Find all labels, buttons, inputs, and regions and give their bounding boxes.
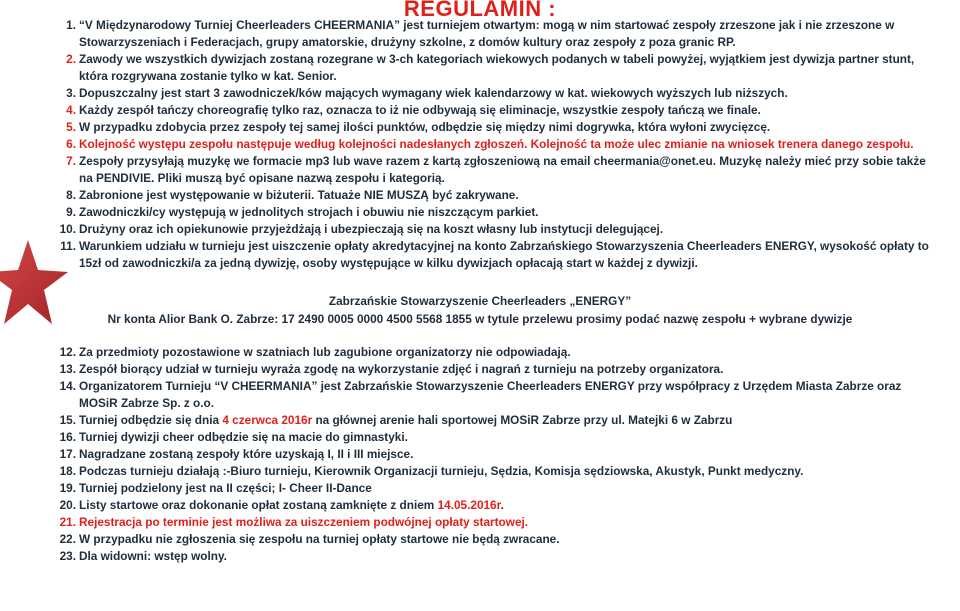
rule-number: 3. [66, 86, 76, 100]
rule-item [50, 463, 930, 480]
rule-text: Turniej podzielony jest na II części; I- Cheer II-Dance [79, 481, 372, 495]
rule-text-start: Listy startowe oraz dokonanie opłat zostaną zamknięte z dniem [79, 498, 438, 512]
rule-text: Drużyny oraz ich opiekunowie przyjeżdżają i ubezpieczają się na koszt własny lub instytucji delegującej. [79, 222, 664, 236]
rule-item [50, 531, 930, 548]
rule-item [50, 119, 930, 136]
rule-number: 8. [66, 188, 76, 202]
rule-item [50, 17, 930, 51]
rule-number: 22. [59, 532, 76, 546]
rule-number: 16. [59, 430, 76, 444]
rule-item [50, 136, 930, 153]
rule-item [50, 514, 930, 531]
rule-number: 1. [66, 18, 76, 32]
rule-text: Dla widowni: wstęp wolny. [79, 549, 227, 563]
rule-text: Za przedmioty pozostawione w szatniach lub zagubione organizatorzy nie odpowiadają. [79, 345, 571, 359]
rule-item [50, 429, 930, 446]
rule-item [50, 153, 930, 187]
rule-number: 20. [59, 498, 76, 512]
rule-text: Podczas turnieju działają :-Biuro turnieju, Kierownik Organizacji turnieju, Sędzia, Komisja sędziowska, Akustyk, Punkt medyczny. [79, 464, 804, 478]
rule-number: 13. [59, 362, 76, 376]
rule-number: 18. [59, 464, 76, 478]
rule-item [50, 238, 930, 272]
rule-text-end: na głównej arenie hali sportowej MOSiR Zabrze przy ul. Matejki 6 w Zabrzu [312, 413, 733, 427]
rule-text: W przypadku nie zgłoszenia się zespołu na turniej opłaty startowe nie będą zwracane. [79, 532, 560, 546]
rule-text: Kolejność występu zespołu następuje według kolejności nadesłanych zgłoszeń. Kolejność ta może ulec zmianie na wniosek trenera danego zespołu. [79, 137, 914, 151]
deadline-date: 14.05.2016r [437, 498, 501, 512]
rule-number: 17. [59, 447, 76, 461]
rule-text: Zawodniczki/cy występują w jednolitych strojach i obuwiu nie niszczącym parkiet. [79, 205, 539, 219]
rule-text: Dopuszczalny jest start 3 zawodniczek/ków mających wymagany wiek kalendarzowy w kat. wiekowych wyższych lub niższych. [79, 86, 788, 100]
rule-item [50, 51, 930, 85]
rule-item [50, 187, 930, 204]
rule-text: Zabronione jest występowanie w biżuterii. Tatuaże NIE MUSZĄ być zakrywane. [79, 188, 519, 202]
rule-item [50, 480, 930, 497]
page-title: REGULAMIN : [403, 0, 557, 21]
rule-number: 2. [66, 52, 76, 66]
rule-number: 21. [59, 515, 76, 529]
rule-item [50, 361, 930, 378]
rule-item [50, 446, 930, 463]
rule-number: 12. [59, 345, 76, 359]
rules-list-part2 [50, 344, 930, 565]
rule-item [50, 204, 930, 221]
rule-item [50, 548, 930, 565]
rule-text-end: . [500, 498, 504, 512]
rule-number: 6. [66, 137, 76, 151]
rule-text: Rejestracja po terminie jest możliwa za uiszczeniem podwójnej opłaty startowej. [79, 515, 529, 529]
rule-text: Każdy zespół tańczy choreografię tylko raz, oznacza to iż nie odbywają się eliminacje, wszystkie zespoły tańczą we finale. [79, 103, 761, 117]
rule-text: W przypadku zdobycia przez zespoły tej samej ilości punktów, odbędzie się między nimi dogrywka, która wyłoni zwycięzcę. [79, 120, 771, 134]
event-date: 4 czerwca 2016r [222, 413, 313, 427]
rule-text: Nagradzane zostaną zespoły które uzyskają I, II i III miejsce. [79, 447, 414, 461]
rule-number: 14. [59, 379, 76, 393]
rule-number: 19. [59, 481, 76, 495]
rules-list-part1 [50, 17, 930, 272]
rule-item [50, 412, 930, 429]
rule-item [50, 102, 930, 119]
rule-number: 11. [60, 239, 76, 253]
rule-item [50, 85, 930, 102]
organization-name: Zabrzańskie Stowarzyszenie Cheerleaders „ENERGY” [328, 294, 632, 308]
rule-text: Zawody we wszystkich dywizjach zostaną rozegrane w 3-ch kategoriach wiekowych podanych w tabeli powyżej, wyjątkiem jest dywizja partner stunt, która rozgrywana zostanie tylko w kat. Senior. [79, 52, 915, 83]
rule-number: 15. [59, 413, 76, 427]
rule-number: 10. [59, 222, 76, 236]
rule-item [50, 497, 930, 514]
rule-text: “V Międzynarodowy Turniej Cheerleaders CHEERMANIA” jest turniejem otwartym: mogą w nim startować zespoły zrzeszone jak i nie zrzeszone w Stowarzyszeniach i Federacjach, grupy amatorskie, drużyny szkolne, z domów kultury oraz zespoły z poza granic RP. [79, 18, 895, 49]
rule-text: Organizatorem Turnieju “V CHEERMANIA” jest Zabrzańskie Stowarzyszenie Cheerleaders ENERGY przy współpracy z Urzędem Miasta Zabrze oraz MOSiR Zabrze Sp. z o.o. [79, 379, 902, 410]
rule-number: 7. [66, 154, 76, 168]
rule-number: 5. [66, 120, 76, 134]
rule-text: Warunkiem udziału w turnieju jest uiszczenie opłaty akredytacyjnej na konto Zabrzańskiego Stowarzyszenia Cheerleaders ENERGY, wysokość opłaty to 15zł od zawodniczki/a za jedną dywizję, osoby występujące w kilku dywizjach opłacają start w każdej z dywizji. [79, 239, 929, 270]
rule-item [50, 378, 930, 412]
rule-item [50, 344, 930, 361]
rule-text: Turniej dywizji cheer odbędzie się na macie do gimnastyki. [79, 430, 408, 444]
rule-text: Zespoły przysyłają muzykę we formacie mp3 lub wave razem z kartą zgłoszeniową na email cheermania@onet.eu. Muzykę należy mieć przy sobie także na PENDIVIE. Pliki muszą być opisane nazwą zespołu i kategorią. [79, 154, 926, 185]
rule-text: Zespół biorący udział w turnieju wyraża zgodę na wykorzystanie zdjęć i nagrań z turnieju na potrzeby organizatora. [79, 362, 724, 376]
rule-text-start: Turniej odbędzie się dnia [79, 413, 223, 427]
rule-number: 23. [59, 549, 76, 563]
bank-account-info: Nr konta Alior Bank O. Zabrze: 17 2490 0005 0000 4500 5568 1855 w tytule przelewu prosimy podać nazwę zespołu + wybrane dywizje [107, 312, 853, 326]
rule-item [50, 221, 930, 238]
rule-number: 9. [66, 205, 76, 219]
rule-number: 4. [66, 103, 76, 117]
